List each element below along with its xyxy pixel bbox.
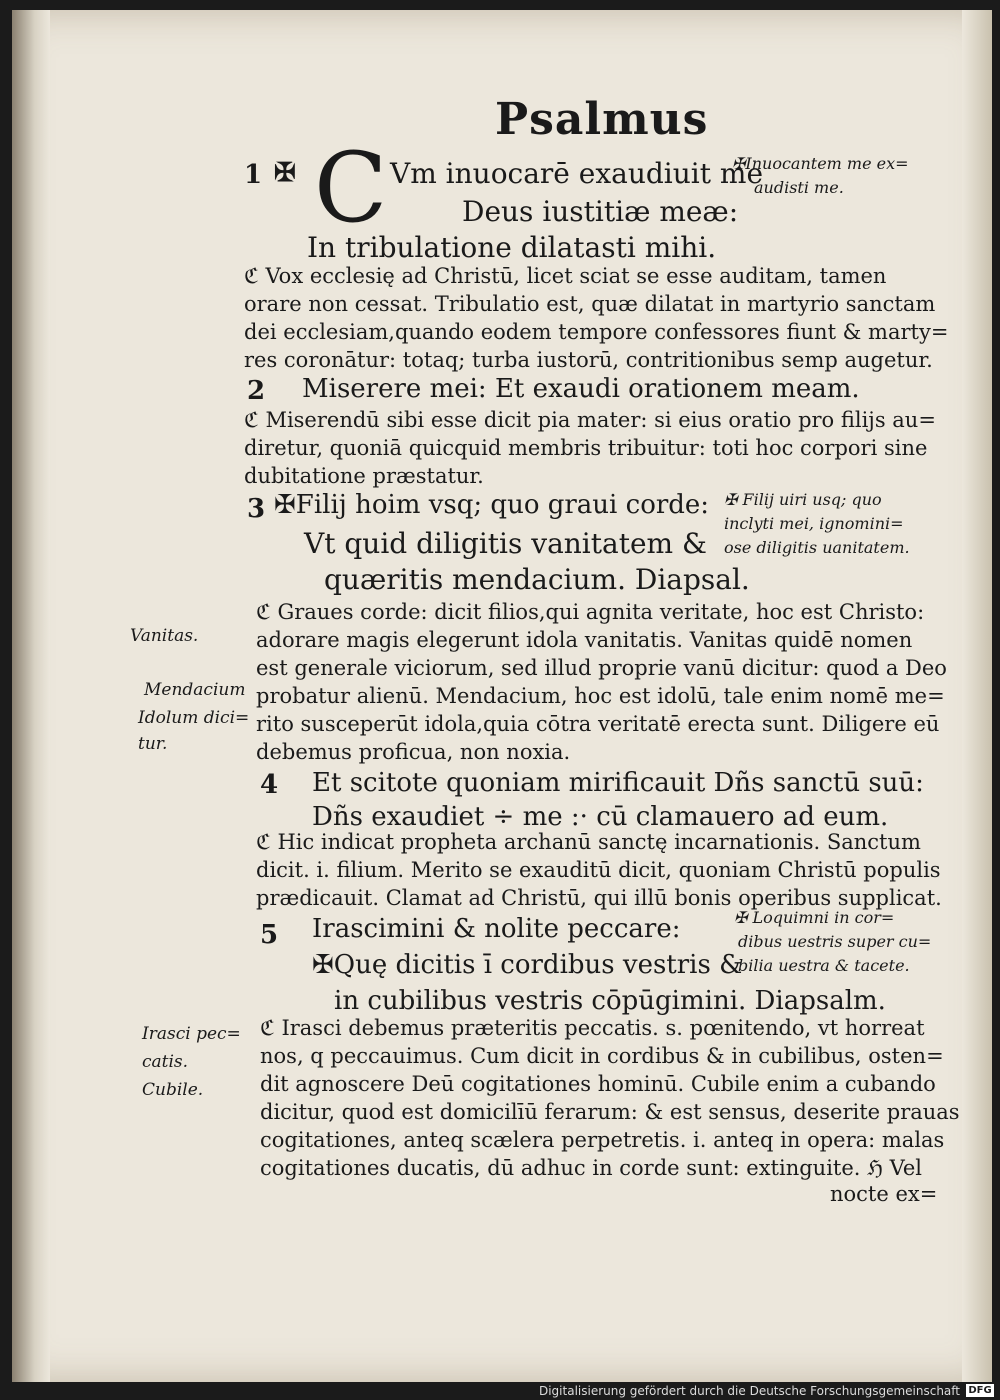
verse-line: ✠Filij hoim vsq; quo graui corde: [274, 490, 710, 520]
verse-line: in cubilibus vestris cōpūgimini. Diapsalm. [334, 986, 886, 1016]
commentary-line: ℭ Graues corde: dicit filios,qui agnita veritate, hoc est Christo: [256, 600, 925, 624]
margin-note: bilia uestra & tacete. [738, 956, 910, 975]
verse-line: Et scitote quoniam mirificauit Dñs sanctū suū: [312, 768, 924, 798]
commentary-line: dit agnoscere Deū cogitationes hominū. Cubile enim a cubando [260, 1072, 936, 1096]
margin-gloss: Vanitas. [130, 626, 199, 646]
margin-gloss: tur. [138, 734, 168, 754]
margin-note: ✠ Filij uiri usq; quo [724, 490, 882, 509]
margin-gloss: Mendacium [144, 680, 246, 700]
margin-gloss: Idolum dici= [138, 708, 250, 728]
commentary-line: cogitationes, anteq scælera perpetretis. i. anteq in opera: malas [260, 1128, 945, 1152]
verse-line: Dñs exaudiet ÷ me :· cū clamauero ad eum. [312, 802, 889, 832]
commentary-line: nocte ex= [830, 1182, 938, 1206]
commentary-line: prædicauit. Clamat ad Christū, qui illū bonis operibus supplicat. [256, 886, 942, 910]
commentary-line: dubitatione præstatur. [244, 464, 484, 488]
margin-note: inclyti mei, ignomini= [724, 514, 904, 533]
book-page [12, 10, 992, 1382]
verse-line: In tribulatione dilatasti mihi. [307, 231, 717, 264]
margin-note: ✠Inuocantem me ex= [732, 154, 909, 173]
digitization-credit: Digitalisierung gefördert durch die Deutsche Forschungsgemeinschaft [538, 1384, 960, 1398]
verse-number: 3 [247, 494, 266, 524]
margin-note: ✠ Loquimni in cor= [734, 908, 895, 927]
commentary-line: probatur alienū. Mendacium, hoc est idolū, tale enim nomē me= [256, 684, 945, 708]
commentary-line: adorare magis elegerunt idola vanitatis. Vanitas quidē nomen [256, 628, 913, 652]
commentary-line: diretur, quoniā quicquid membris tribuitur: toti hoc corpori sine [244, 436, 928, 460]
commentary-line: debemus proficua, non noxia. [256, 740, 571, 764]
commentary-line: res coronātur: totaq; turba iustorū, contritionibus semp augetur. [244, 348, 933, 372]
verse-number: 1 [244, 160, 263, 190]
page-gutter-shadow [12, 10, 50, 1382]
verse-number: 4 [260, 770, 279, 800]
commentary-line: ℭ Vox ecclesię ad Christū, licet sciat se esse auditam, tamen [244, 264, 887, 288]
commentary-line: ℭ Irasci debemus præteritis peccatis. s. pœnitendo, vt horreat [260, 1016, 925, 1040]
page-heading: Psalmus [495, 94, 709, 145]
dfg-logo: DFG [966, 1384, 994, 1397]
verse-line: Irascimini & nolite peccare: [312, 914, 681, 944]
commentary-line: nos, q peccauimus. Cum dicit in cordibus & in cubilibus, osten= [260, 1044, 944, 1068]
verse-line: ✠Quę dicitis ī cordibus vestris & [312, 950, 743, 980]
page-edge-shadow [962, 10, 992, 1382]
commentary-line: dei ecclesiam,quando eodem tempore confessores fiunt & marty= [244, 320, 949, 344]
verse-line: quæritis mendacium. Diapsal. [324, 563, 750, 596]
margin-gloss: catis. [142, 1052, 189, 1072]
commentary-line: dicitur, quod est domicilīū ferarum: & est sensus, deserite prauas [260, 1100, 960, 1124]
verse-line: Vt quid diligitis vanitatem & [304, 527, 707, 560]
commentary-line: est generale viciorum, sed illud proprie vanū dicitur: quod a Deo [256, 656, 947, 680]
margin-gloss: Irasci pec= [142, 1024, 241, 1044]
commentary-line: dicit. i. filium. Merito se exauditū dicit, quoniam Christū populis [256, 858, 941, 882]
margin-gloss: Cubile. [142, 1080, 204, 1100]
verse-mark: ✠ [274, 158, 296, 188]
commentary-line: ℭ Miserendū sibi esse dicit pia mater: si eius oratio pro filijs au= [244, 408, 936, 432]
margin-note: ose diligitis uanitatem. [724, 538, 910, 557]
commentary-line: rito susceperūt idola,quia cōtra veritatē erecta sunt. Diligere eū [256, 712, 940, 736]
verse-line: Deus iustitiæ meæ: [462, 195, 739, 228]
verse-number: 5 [260, 920, 279, 950]
drop-initial: C [314, 132, 388, 244]
commentary-line: cogitationes ducatis, dū adhuc in corde sunt: extinguite. ℌ Vel [260, 1156, 923, 1180]
verse-number: 2 [247, 376, 266, 406]
commentary-line: ℭ Hic indicat propheta archanū sanctę incarnationis. Sanctum [256, 830, 921, 854]
margin-note: dibus uestris super cu= [738, 932, 932, 951]
verse-line: Vm inuocarē exaudiuit me [390, 157, 764, 190]
verse-line: Miserere mei: Et exaudi orationem meam. [302, 374, 860, 404]
margin-note: audisti me. [754, 178, 844, 197]
commentary-line: orare non cessat. Tribulatio est, quæ dilatat in martyrio sanctam [244, 292, 936, 316]
